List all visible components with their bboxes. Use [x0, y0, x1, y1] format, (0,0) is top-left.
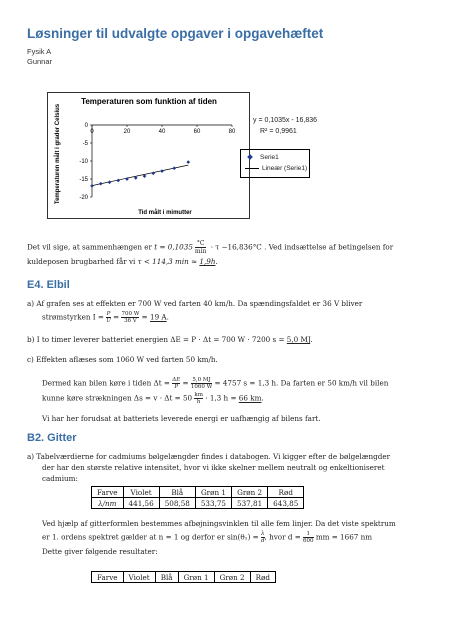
frac-num: P	[106, 311, 111, 317]
legend-label-serie1: Serie1	[260, 154, 279, 161]
e4-b-text: b) I to timer leverer batteriet energien ΔE = P · Δt = 700 W · 7200 s =	[27, 335, 285, 344]
frac-den-6: d	[260, 538, 265, 544]
fraction-de-p	[172, 377, 180, 390]
section-heading-b2: B2. Gitter	[27, 432, 77, 444]
table-header-row	[92, 487, 304, 498]
table-header-row	[92, 572, 276, 583]
intro-inequality: τ < 114,3 min ≈	[137, 257, 198, 266]
section-heading-e4: E4. Elbil	[27, 279, 70, 291]
table-header: Blå	[155, 572, 178, 583]
distance-result: 66 km	[238, 393, 262, 403]
table-header: Grøn 2	[214, 572, 250, 583]
trendline-equation: y = 0,1035x - 16,836	[253, 117, 318, 124]
intro-text: Det vil sige, at sammenhængen er	[27, 242, 152, 252]
table-header: Grøn 1	[178, 572, 214, 583]
diamond-marker-icon	[247, 154, 253, 160]
x-tick-label: 40	[158, 129, 166, 135]
e4-a-line-1: a) Af grafen ses at effekten er 700 W ved farten 40 km/h. Da spændingsfaldet er 36 V bliver	[27, 299, 363, 308]
legend-item-trendline	[245, 165, 307, 172]
author-label: Gunnar	[27, 57, 53, 66]
intro-line-2	[27, 257, 218, 267]
intro-text-3: kuldeposen brugbarhed får vi	[27, 257, 136, 266]
table-cell: 643,85	[268, 498, 304, 509]
b2-a-line-2: der har den største relative intensitet, hvor vi ikke skelner mellem neutralt og enkeltioniseret	[42, 463, 385, 472]
frac-den-3: P	[172, 383, 180, 390]
intro-line-1	[27, 240, 393, 255]
energy-result: 5,0 MJ	[286, 335, 311, 344]
table-header: Violet	[123, 572, 155, 583]
table-header: Rød	[250, 572, 275, 583]
legend-label-trendline: Lineær (Serie1)	[262, 165, 308, 172]
unit-denominator: min	[194, 248, 207, 255]
x-tick-label: 80	[228, 129, 236, 135]
table-header: Grøn 2	[232, 487, 268, 498]
e4-c-text-4: · 1,3 h =	[205, 393, 237, 403]
intro-text-2: · τ −16,836°C . Ved indsættelse af betingelsen for	[210, 242, 394, 252]
b2-a-line-3: cadmium:	[42, 474, 78, 483]
wavelength-table	[91, 486, 304, 509]
line-marker-icon	[245, 168, 259, 169]
y-tick-label: -20	[79, 195, 88, 201]
table-cell: 508,58	[159, 498, 195, 509]
e4-c-text-3: kunne køre strækningen Δs = v · Δt = 50	[42, 393, 193, 403]
dot-2: .	[310, 335, 313, 344]
b2-a-line-1: a) Tabelværdierne for cadmiums bølgelængder findes i databogen. Vi kigger efter de bølgelængder	[27, 452, 391, 461]
table-cell: 441,56	[123, 498, 159, 509]
e4-c-line-2	[42, 377, 388, 390]
table-cell: 537,81	[232, 498, 268, 509]
chart-frame	[48, 93, 250, 219]
e4-a-text: strømstyrken I =	[42, 312, 104, 322]
x-axis-label: Tid målt i mimutter	[138, 210, 192, 216]
table-cell: 533,75	[195, 498, 231, 509]
frac-den-5: h	[194, 398, 203, 405]
y-tick-label: -10	[79, 159, 88, 165]
e4-c-line-3	[42, 392, 264, 405]
frac-num-6: λ	[261, 531, 265, 537]
y-axis-label: Temperaturen målt i grader Celsius	[55, 103, 61, 205]
fraction-grating	[303, 531, 314, 544]
e4-b-line	[27, 335, 313, 345]
table-header: Rød	[268, 487, 304, 498]
frac-num-4: 5,0 MJ	[192, 377, 211, 383]
subject-label: Fysik A	[27, 47, 52, 56]
unit-fraction	[195, 240, 206, 255]
frac-den: U	[106, 318, 111, 324]
b2-p-text-2: , hvor d =	[264, 532, 301, 542]
unit-numerator: °C	[196, 240, 205, 247]
intro-result: 1,9h	[199, 257, 216, 266]
current-result: 19 A	[150, 312, 167, 322]
equals-sign-2: =	[141, 312, 148, 322]
x-tick-label: 60	[193, 129, 201, 135]
frac-num-5: km	[194, 392, 203, 398]
b2-p-line-2	[42, 531, 372, 544]
intro-formula: t = 0,1035	[154, 242, 193, 252]
b2-p-text-3: mm = 1667 nm	[315, 532, 373, 542]
dot-3: .	[261, 393, 264, 403]
y-tick-label: -5	[82, 141, 88, 147]
b2-p-line-1: Ved hjælp af gitterformlen bestemmes afbøjningsvinklen til alle fem linjer. Da det viste spektrum	[42, 519, 396, 528]
fraction-km-h	[194, 392, 203, 405]
e4-c-text: Dermed kan bilen køre i tiden Δt =	[42, 378, 170, 388]
legend-item-serie1	[245, 154, 279, 161]
x-tick-label: 0	[90, 129, 94, 135]
equals-sign-3: =	[182, 378, 189, 388]
frac-num-7: 1	[306, 531, 311, 537]
chart-legend	[240, 149, 310, 178]
dot: .	[166, 312, 169, 322]
x-tick-label: 20	[123, 129, 131, 135]
table-header: Grøn 1	[195, 487, 231, 498]
table-row-label: λ/nm	[92, 498, 124, 509]
fraction-p-u	[106, 311, 111, 324]
results-table	[91, 571, 276, 583]
frac-num-2: 700 W	[121, 311, 140, 317]
b2-p-text: er 1. ordens spektret gælder at n = 1 og derfor er sin(θ₁) =	[42, 532, 259, 542]
y-tick-label: 0	[84, 123, 88, 129]
page-title: Løsninger til udvalgte opgaver i opgavehæftet	[27, 26, 324, 41]
frac-den-2: 36 V	[121, 317, 139, 324]
fraction-values	[121, 311, 139, 324]
e4-a-line-2	[42, 311, 169, 324]
table-header: Farve	[92, 572, 124, 583]
table-row	[92, 498, 304, 509]
table-header: Violet	[123, 487, 159, 498]
e4-c-text-2: = 4757 s = 1,3 h. Da farten er 50 km/h vil bilen	[214, 378, 389, 388]
frac-den-4: 1060 W	[190, 384, 213, 390]
table-header: Blå	[159, 487, 195, 498]
e4-c-line-1: c) Effekten aflæses som 1060 W ved farten 50 km/h.	[27, 355, 218, 364]
r-squared: R² = 0,9961	[260, 128, 297, 135]
frac-num-3: ΔE	[172, 377, 181, 383]
chart-title: Temperaturen som funktion af tiden	[81, 97, 217, 106]
table-header: Farve	[92, 487, 124, 498]
temperature-chart	[47, 92, 250, 219]
equals-sign: =	[113, 312, 120, 322]
y-tick-label: -15	[79, 177, 88, 183]
frac-den-7: 600	[303, 538, 314, 544]
fraction-energy-power	[191, 377, 212, 390]
intro-dot: .	[215, 257, 218, 266]
e4-c-line-4: Vi har her forudsat at batteriets leverede energi er uafhængig af bilens fart.	[42, 414, 321, 423]
b2-p-line-3: Dette giver følgende resultater:	[42, 547, 158, 556]
